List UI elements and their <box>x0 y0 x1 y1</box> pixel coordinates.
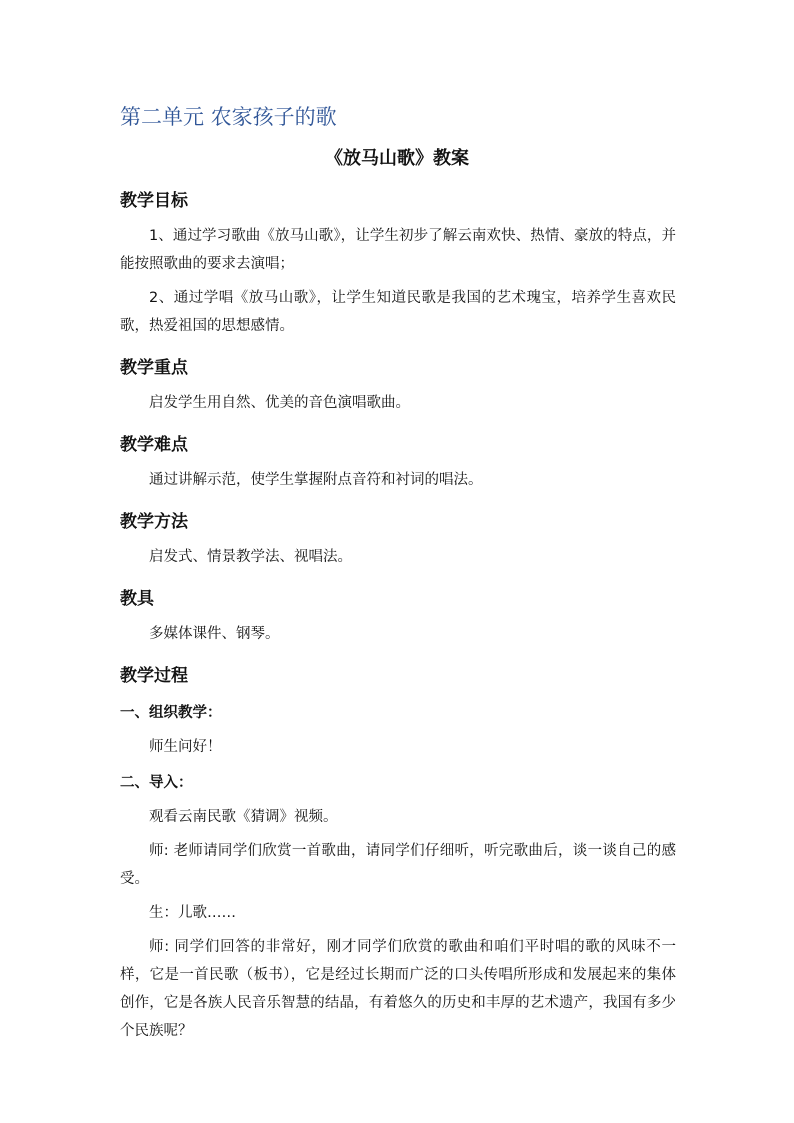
unit-title: 第二单元 农家孩子的歌 <box>120 105 337 129</box>
goals-heading: 教学目标 <box>120 191 188 211</box>
difficulties-text: 通过讲解示范，使学生掌握附点音符和衬词的唱法。 <box>149 472 483 488</box>
step2-line-4: 师: 同学们回答的非常好，刚才同学们欣赏的歌曲和咱们平时唱的歌的风味不一样，它是一首民歌（板书），它是经过长期而广泛的口头传唱所形成和发展起来的集体创作，它是各族人民音乐智慧的结晶，有着悠久的历史和丰厚的艺术遗产，我国有多少个民族呢？ <box>120 939 676 1039</box>
tools-heading: 教具 <box>120 589 154 609</box>
document-body <box>120 186 676 1045</box>
process-heading: 教学过程 <box>120 666 188 686</box>
methods-text: 启发式、情景教学法、视唱法。 <box>149 549 352 565</box>
step1-title: 一、组织教学： <box>120 705 222 721</box>
goal-item-2: 2、通过学唱《放马山歌》，让学生知道民歌是我国的艺术瑰宝，培养学生喜欢民歌，热爱祖国的思想感情。 <box>120 290 676 334</box>
tools-text: 多媒体课件、钢琴。 <box>149 626 280 642</box>
step2-line-2: 师: 老师请同学们欣赏一首歌曲，请同学们仔细听，听完歌曲后，谈一谈自己的感受。 <box>120 843 676 887</box>
goal-item-1: 1、通过学习歌曲《放马山歌》，让学生初步了解云南欢快、热情、豪放的特点，并能按照歌曲的要求去演唱； <box>120 228 676 272</box>
key-points-text: 启发学生用自然、优美的音色演唱歌曲。 <box>149 395 410 411</box>
step2-line-1: 观看云南民歌《猜调》视频。 <box>149 809 338 825</box>
step2-title: 二、导入： <box>120 775 193 791</box>
difficulties-heading: 教学难点 <box>120 435 188 455</box>
methods-heading: 教学方法 <box>120 512 188 532</box>
document-title: 《放马山歌》教案 <box>325 148 469 169</box>
step2-line-3: 生：儿歌…… <box>149 905 236 921</box>
step1-text: 师生问好！ <box>149 739 222 755</box>
key-points-heading: 教学重点 <box>120 358 188 378</box>
